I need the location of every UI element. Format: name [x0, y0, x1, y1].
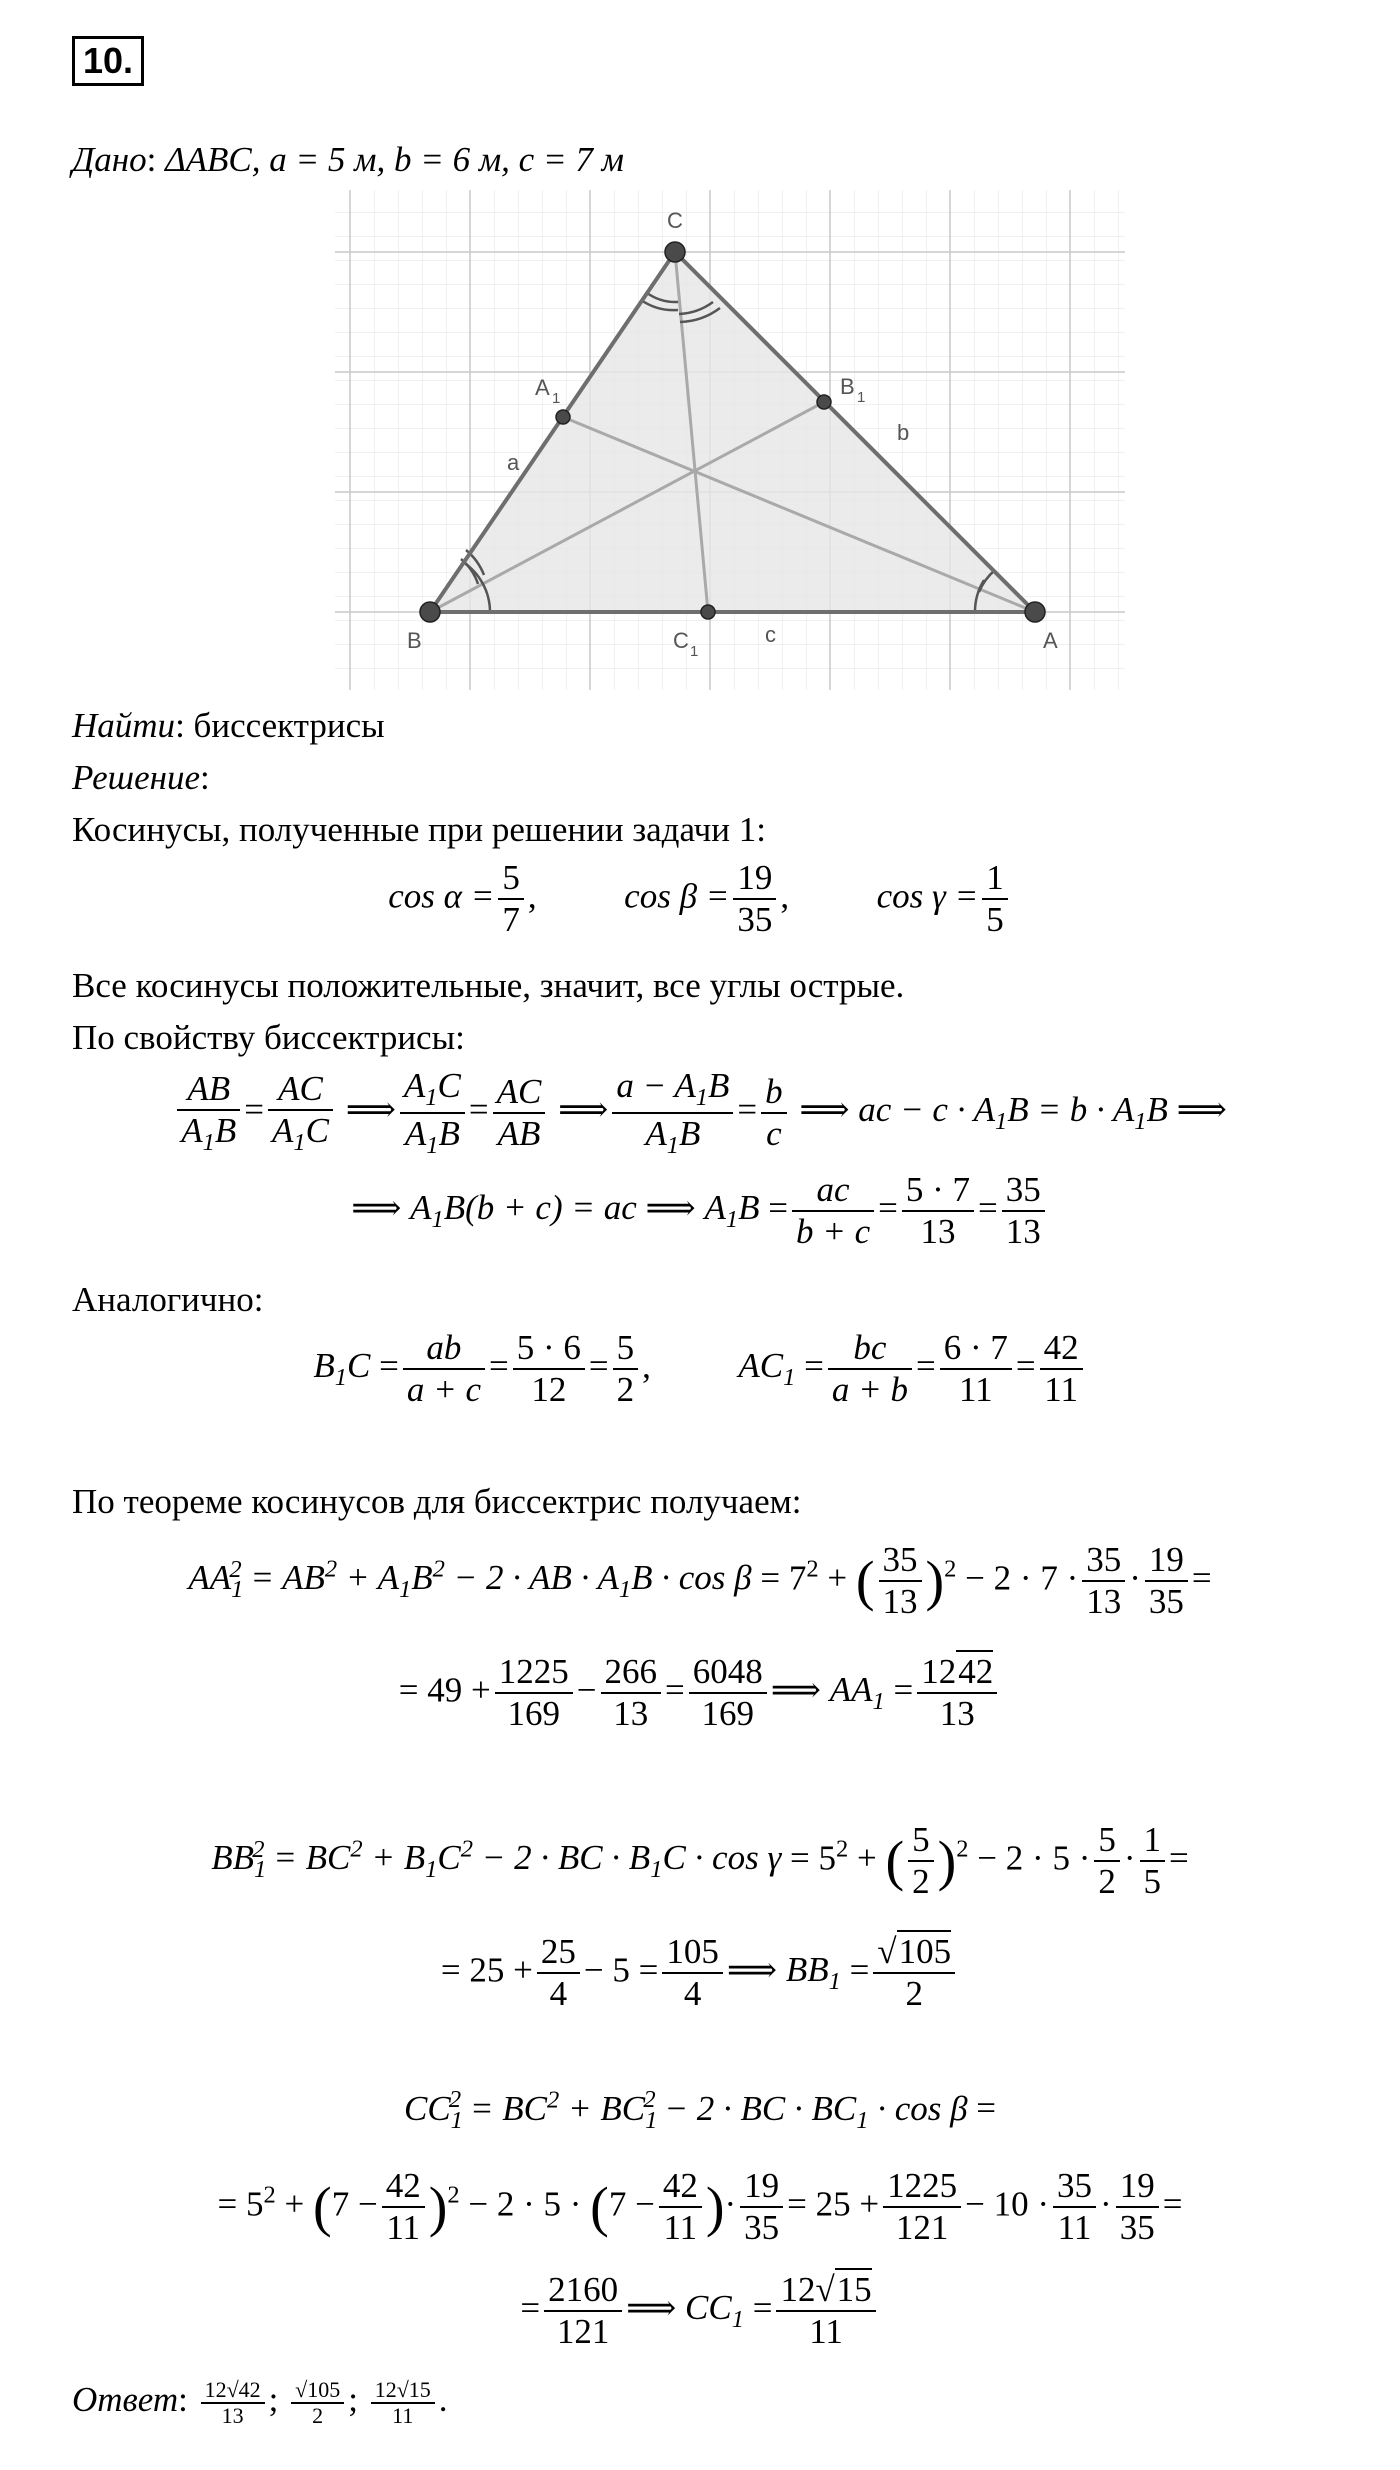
label-c1: C [673, 628, 689, 653]
find-line: Найти: биссектрисы [72, 706, 385, 745]
find-text: биссектрисы [193, 706, 385, 745]
given-line: Дано: ΔABC, a = 5 м, b = 6 м, c = 7 м [72, 140, 624, 179]
formula-aa1-1: $AA_1^2 = AB^2 + A_1B^2 - 2$ · AB · $A_1B \cdot \cos \beta = 7^2$ + ( $\frac{35}{13}$ )$^2$ − 2 · 7 · $\frac{35}{13}$ · $\frac{19}{35}$ = [188, 1540, 1212, 1622]
foot-a1-dot [556, 410, 570, 424]
formula-bb1-1: $BB_1^2 = BC^2 + B_1C^2 - 2$ · BC · $B_1C \cdot \cos \gamma = 5^2$ + ( $\frac{5}{2}$ )$^2$ − 2 · 5 · $\frac{5}{2}$ · $\frac{1}{5}$ = [211, 1820, 1189, 1902]
label-b1: B [840, 374, 855, 399]
cos-gamma-den: 5 [986, 900, 1004, 940]
given-label: Дано [72, 140, 147, 179]
all-positive-text: Все косинусы положительные, значит, все углы острые. [72, 966, 905, 1005]
vertex-c-dot [665, 242, 685, 262]
cos-beta-lhs: cos β = [624, 876, 730, 916]
answer-3-den: 11 [392, 2403, 414, 2429]
label-a1: A [535, 375, 550, 400]
cosines-intro: Косинусы, полученные при решении задачи 1: [72, 810, 766, 849]
cos-gamma-lhs: cos γ = [876, 876, 979, 916]
solution-label: Решение [72, 758, 201, 797]
cos-beta-num: 19 [733, 858, 776, 900]
formula-property-1: $\frac{AB}{A_1B}$ = $\frac{AC}{A_1C}$ ⟹ $\frac{A_1C}{A_1B}$ = $\frac{AC}{AB}$ ⟹ $\frac{a - A_1B}{A_1B}$ = $\frac{b}{c}$ ⟹ ac − $c \cdot A_1B = b \cdot A_1B$ ⟹ [0, 1066, 1400, 1160]
formula-cc1-2: = $5^2 + (7$ − $\frac{42}{11}$ )$^2$ − 2 · 5 · (7 − $\frac{42}{11}$ )· $\frac{19}{35}$ = 25 + $\frac{1225}{121}$ − 10 · $\frac{35}{11}$ · $\frac{19}{35}$ = [217, 2166, 1183, 2248]
label-b: B [407, 628, 422, 653]
answer-3-num: 12√15 [371, 2378, 435, 2404]
answer-line: Ответ: $\frac{12√42}{13}$ ; $\frac{√105}{2}$ ; $\frac{12√15}{11}$ . [72, 2377, 448, 2429]
formula-cc1-3: = $\frac{2160}{121}$ ⟹ $CC_1$ = $\frac{12√15}{11}$ [0, 2270, 1400, 2353]
triangle-diagram [335, 190, 1125, 690]
vertex-a-dot [1025, 602, 1045, 622]
label-b1-sub: 1 [857, 389, 866, 406]
formula-aa1-2: = 49 + $\frac{1225}{169}$ − $\frac{266}{13}$ = $\frac{6048}{169}$ ⟹ $AA_1$ = $\frac{1242}{13}$ [0, 1652, 1400, 1735]
formula-similarly: $B_1C$ = $\frac{ab}{a + c}$ = $\frac{5 \cdot 6}{12}$ = $\frac{5}{2}$ , $AC_1$ = $\frac{bc}{a + b}$ = $\frac{6 \cdot 7}{11}$ = $\frac{42}{11}$ [0, 1328, 1400, 1411]
label-side-c: c [765, 622, 776, 647]
bisector-property-text: По свойству биссектрисы: [72, 1018, 465, 1057]
problem-number: 10. [72, 36, 144, 86]
cos-alpha-den: 7 [502, 900, 520, 940]
cos-gamma-num: 1 [982, 858, 1008, 900]
foot-b1-dot [817, 395, 831, 409]
label-a: A [1043, 628, 1058, 653]
cos-theorem-text: По теореме косинусов для биссектрис получаем: [72, 1482, 802, 1521]
answer-label: Ответ [72, 2380, 179, 2420]
cos-alpha-lhs: cos α = [388, 876, 495, 916]
solution-line: Решение: [72, 758, 210, 797]
formula-property-2: ⟹ $A_1B(b + c)$ = ac ⟹ $A_1B$ = $\frac{ac}{b + c}$ = $\frac{5 \cdot 7}{13}$ = $\frac{35}{13}$ [0, 1170, 1400, 1253]
answer-1-num: 12√42 [201, 2378, 265, 2404]
vertex-b-dot [420, 602, 440, 622]
foot-c1-dot [701, 605, 715, 619]
label-c1-sub: 1 [690, 643, 699, 660]
given-text: ΔABC, a = 5 м, b = 6 м, c = 7 м [165, 140, 624, 179]
answer-1-den: 13 [221, 2403, 244, 2429]
formula-cc1-1: $CC_1^2 = BC^2 + BC_1^2 - 2$ · BC · $BC_1 \cdot \cos \beta$ = [403, 2086, 997, 2134]
find-label: Найти [72, 706, 176, 745]
answer-2-den: 2 [312, 2403, 324, 2429]
cosines-formula: cos α = $\frac{5}{7}$ , cos β = $\frac{19}{35}$ , cos γ = $\frac{1}{5}$ [0, 858, 1400, 941]
similarly-text: Аналогично: [72, 1280, 264, 1319]
answer-2-num: √105 [291, 2378, 344, 2404]
cos-alpha-num: 5 [498, 858, 524, 900]
label-side-a: a [507, 450, 520, 475]
formula-bb1-2: = 25 + $\frac{25}{4}$ − 5 = $\frac{105}{4}$ ⟹ $BB_1$ = $\frac{√105}{2}$ [0, 1932, 1400, 2015]
cos-beta-den: 35 [737, 900, 773, 940]
label-a1-sub: 1 [552, 390, 561, 407]
label-c: C [667, 208, 683, 233]
label-side-b: b [897, 420, 910, 445]
